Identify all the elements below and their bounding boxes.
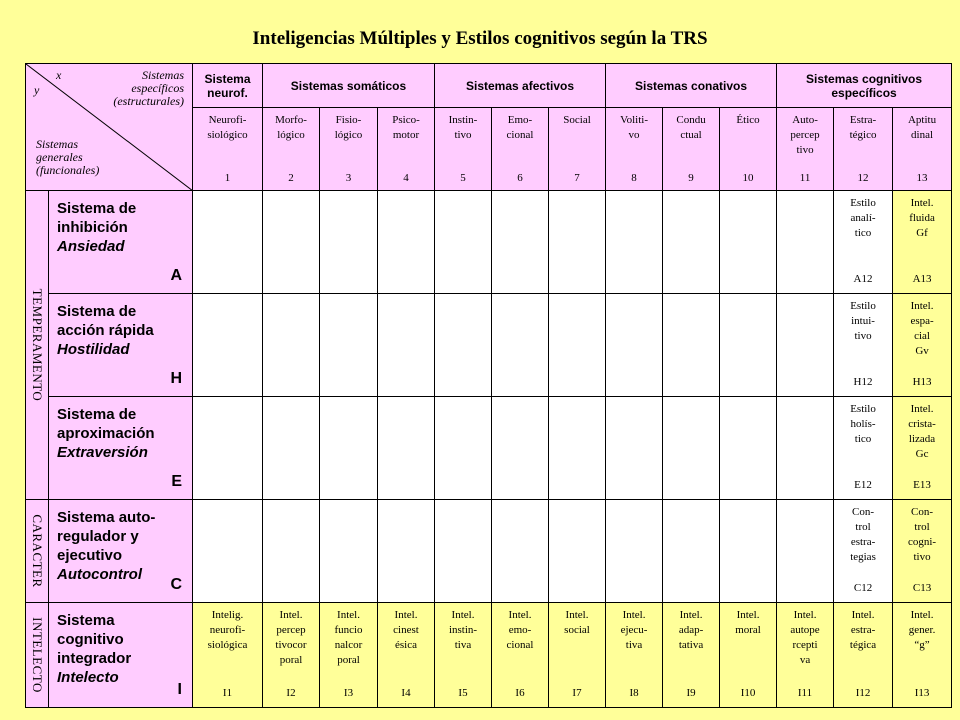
- cell-text: Intel. adap- tativa: [678, 609, 704, 651]
- cell-text: Intel. moral: [735, 609, 761, 636]
- cell-code: H13: [912, 376, 932, 388]
- subheader-name: Social: [563, 114, 591, 126]
- subheader-number: 6: [517, 172, 523, 184]
- subheader-col-13: [893, 108, 952, 191]
- cell-code: I4: [401, 687, 411, 699]
- table-row: [26, 397, 952, 500]
- cell-text: Intel. estra- tégica: [849, 609, 877, 651]
- header-neuro: Sistema neurof.: [193, 64, 263, 108]
- cell-text: Estilo analí- tico: [850, 197, 876, 239]
- row-label: [49, 191, 193, 294]
- empty-cell: [663, 397, 720, 500]
- subheader-name: Voliti- vo: [620, 114, 648, 141]
- empty-cell: [492, 500, 549, 603]
- empty-cell: [263, 191, 320, 294]
- subheader-col-6: [492, 108, 549, 191]
- row-label: [49, 500, 193, 603]
- subheader-number: 13: [916, 172, 928, 184]
- cell-text: Con- trol cogni- tivo: [907, 506, 937, 563]
- subheader-name: Psico- motor: [392, 114, 420, 141]
- cell-code: I9: [686, 687, 696, 699]
- empty-cell: [777, 397, 834, 500]
- row-label: [49, 603, 193, 708]
- intelecto-cell-2: [263, 603, 320, 708]
- cell-text: Intel. cinest ésica: [393, 609, 419, 651]
- subheader-number: 10: [742, 172, 754, 184]
- cell-text: Intel. gener. “g”: [908, 609, 936, 651]
- subheader-number: 2: [288, 172, 294, 184]
- cell-text: Intel. social: [564, 609, 590, 636]
- empty-cell: [320, 191, 378, 294]
- subheader-col-5: [435, 108, 492, 191]
- empty-cell: [549, 397, 606, 500]
- cell-text: Estilo intui- tivo: [850, 300, 876, 342]
- empty-cell: [663, 294, 720, 397]
- subheader-col-3: [320, 108, 378, 191]
- subheader-col-8: [606, 108, 663, 191]
- empty-cell: [720, 191, 777, 294]
- empty-cell: [720, 500, 777, 603]
- corner-specific-systems: Sistemas específicos (estructurales): [113, 68, 184, 108]
- cell-text: Intelig. neurofi- siológica: [207, 609, 248, 651]
- empty-cell: [193, 500, 263, 603]
- empty-cell: [549, 191, 606, 294]
- empty-cell: [193, 294, 263, 397]
- cell-text: Intel. funcio nalcor poral: [334, 609, 363, 666]
- table-row: [26, 191, 952, 294]
- cell-code: H12: [853, 376, 873, 388]
- row-system-name: Sistema de aproximación: [57, 406, 155, 442]
- cell-code: I3: [343, 687, 354, 699]
- empty-cell: [435, 294, 492, 397]
- cell-code: C13: [912, 582, 932, 594]
- intelecto-cell-4: [378, 603, 435, 708]
- empty-cell: [777, 294, 834, 397]
- intelecto-cell-3: [320, 603, 378, 708]
- header-affective: Sistemas afectivos: [435, 64, 606, 108]
- header-cognitive: Sistemas cognitivos específicos: [777, 64, 952, 108]
- empty-cell: [720, 294, 777, 397]
- header-somatic: Sistemas somáticos: [263, 64, 435, 108]
- subheader-number: 5: [460, 172, 466, 184]
- cell-code: I1: [222, 687, 233, 699]
- cell-col-12: [834, 500, 893, 603]
- cell-code: I2: [286, 687, 296, 699]
- subheader-number: 11: [799, 172, 811, 184]
- cell-code: I10: [740, 687, 756, 699]
- subheader-number: 9: [688, 172, 694, 184]
- empty-cell: [663, 191, 720, 294]
- cell-text: Intel. percep tivocor poral: [275, 609, 307, 666]
- cell-code: E12: [854, 479, 872, 491]
- empty-cell: [492, 294, 549, 397]
- empty-cell: [435, 191, 492, 294]
- empty-cell: [435, 397, 492, 500]
- header-conative: Sistemas conativos: [606, 64, 777, 108]
- empty-cell: [263, 500, 320, 603]
- subheader-number: 1: [224, 172, 231, 184]
- cell-code: I7: [572, 687, 582, 699]
- cell-code: I11: [797, 687, 813, 699]
- corner-y-label: y: [34, 83, 40, 97]
- intelligence-table: [25, 63, 952, 708]
- row-label: [49, 397, 193, 500]
- cell-col-12: [834, 397, 893, 500]
- intelecto-cell-13: [893, 603, 952, 708]
- empty-cell: [320, 294, 378, 397]
- table-row-intelecto: [26, 603, 952, 708]
- intelecto-cell-9: [663, 603, 720, 708]
- group-temperamento: TEMPERAMENTO: [26, 191, 49, 500]
- empty-cell: [777, 191, 834, 294]
- subheader-col-1: [193, 108, 263, 191]
- subheader-col-11: [777, 108, 834, 191]
- empty-cell: [549, 500, 606, 603]
- empty-cell: [320, 500, 378, 603]
- empty-cell: [492, 397, 549, 500]
- row-trait-name: Intelecto: [57, 669, 119, 686]
- row-code: A: [170, 267, 182, 284]
- subheader-col-4: [378, 108, 435, 191]
- row-trait-name: Extraversión: [57, 444, 148, 461]
- empty-cell: [378, 397, 435, 500]
- subheader-col-7: [549, 108, 606, 191]
- subheader-col-12: [834, 108, 893, 191]
- empty-cell: [378, 500, 435, 603]
- row-trait-name: Hostilidad: [57, 341, 130, 358]
- cell-col-13: [893, 500, 952, 603]
- intelecto-cell-5: [435, 603, 492, 708]
- empty-cell: [263, 294, 320, 397]
- cell-text: Con- trol estra- tegias: [850, 506, 876, 563]
- subheader-name: Instin- tivo: [448, 114, 478, 141]
- intelecto-cell-10: [720, 603, 777, 708]
- subheader-name: Aptitu dinal: [907, 114, 937, 141]
- empty-cell: [606, 397, 663, 500]
- cell-text: Intel. instin- tiva: [448, 609, 478, 651]
- empty-cell: [777, 500, 834, 603]
- cell-code: I6: [515, 687, 525, 699]
- subheader-col-9: [663, 108, 720, 191]
- cell-text: Intel. ejecu- tiva: [620, 609, 648, 651]
- row-system-name: Sistema de inhibición: [57, 200, 137, 236]
- cell-text: Intel. fluida Gf: [909, 197, 935, 239]
- subheader-name: Morfo- lógico: [275, 114, 307, 141]
- subheader-number: 4: [403, 172, 409, 184]
- cell-col-13: [893, 191, 952, 294]
- empty-cell: [606, 191, 663, 294]
- empty-cell: [378, 294, 435, 397]
- subheader-name: Neurofi- siológico: [207, 114, 248, 141]
- empty-cell: [435, 500, 492, 603]
- corner-general-systems: Sistemas generales (funcionales): [36, 137, 100, 177]
- cell-text: Estilo holís- tico: [850, 403, 876, 445]
- table-row: [26, 500, 952, 603]
- subheader-name: Estra- tégico: [849, 114, 877, 141]
- corner-cell: [26, 64, 193, 191]
- empty-cell: [720, 397, 777, 500]
- empty-cell: [193, 191, 263, 294]
- cell-code: I8: [629, 687, 639, 699]
- row-system-name: Sistema de acción rápida: [57, 303, 154, 339]
- cell-code: I13: [914, 687, 930, 699]
- subheader-col-2: [263, 108, 320, 191]
- cell-col-13: [893, 294, 952, 397]
- subheader-col-10: [720, 108, 777, 191]
- empty-cell: [378, 191, 435, 294]
- empty-cell: [606, 294, 663, 397]
- row-code: I: [177, 681, 182, 698]
- subheader-number: 3: [345, 172, 352, 184]
- cell-code: E13: [913, 479, 931, 491]
- subheader-name: Condu ctual: [676, 114, 706, 141]
- table-row: [26, 294, 952, 397]
- cell-text: Intel. autope rcepti va: [790, 609, 820, 666]
- subheader-name: Fisio- lógico: [334, 114, 363, 141]
- empty-cell: [492, 191, 549, 294]
- subheader-name: Ético: [736, 114, 760, 126]
- row-trait-name: Autocontrol: [57, 566, 142, 583]
- row-code: C: [170, 576, 182, 593]
- cell-code: I5: [458, 687, 468, 699]
- row-trait-name: Ansiedad: [57, 238, 125, 255]
- group-caracter: CARACTER: [26, 500, 49, 603]
- cell-code: C12: [853, 582, 873, 594]
- cell-col-13: [893, 397, 952, 500]
- cell-col-12: [834, 294, 893, 397]
- corner-x-label: x: [56, 68, 62, 82]
- empty-cell: [549, 294, 606, 397]
- row-system-name: Sistema cognitivo integrador: [57, 612, 132, 667]
- cell-text: Intel. crista- lizada Gc: [908, 403, 936, 460]
- cell-code: A12: [853, 273, 873, 285]
- row-system-name: Sistema auto-regulador y ejecutivo: [57, 509, 156, 564]
- page-title: Inteligencias Múltiples y Estilos cognitivos según la TRS: [252, 28, 708, 49]
- row-label: [49, 294, 193, 397]
- cell-text: Intel. emo- cional: [506, 609, 534, 651]
- cell-col-12: [834, 191, 893, 294]
- cell-text: Intel. espa- cial Gv: [910, 300, 934, 357]
- empty-cell: [606, 500, 663, 603]
- empty-cell: [663, 500, 720, 603]
- subheader-number: 12: [857, 172, 869, 184]
- cell-code: I12: [855, 687, 871, 699]
- group-intelecto: INTELECTO: [26, 603, 49, 708]
- intelecto-cell-12: [834, 603, 893, 708]
- intelecto-cell-6: [492, 603, 549, 708]
- intelecto-cell-11: [777, 603, 834, 708]
- subheader-number: 7: [574, 172, 580, 184]
- subheader-name: Auto- percep tivo: [790, 114, 820, 156]
- empty-cell: [320, 397, 378, 500]
- row-code: H: [170, 370, 182, 387]
- intelecto-cell-8: [606, 603, 663, 708]
- subheader-name: Emo- cional: [506, 114, 534, 141]
- empty-cell: [193, 397, 263, 500]
- row-code: E: [171, 473, 182, 490]
- intelecto-cell-1: [193, 603, 263, 708]
- empty-cell: [263, 397, 320, 500]
- subheader-number: 8: [631, 172, 637, 184]
- intelecto-cell-7: [549, 603, 606, 708]
- cell-code: A13: [912, 273, 932, 285]
